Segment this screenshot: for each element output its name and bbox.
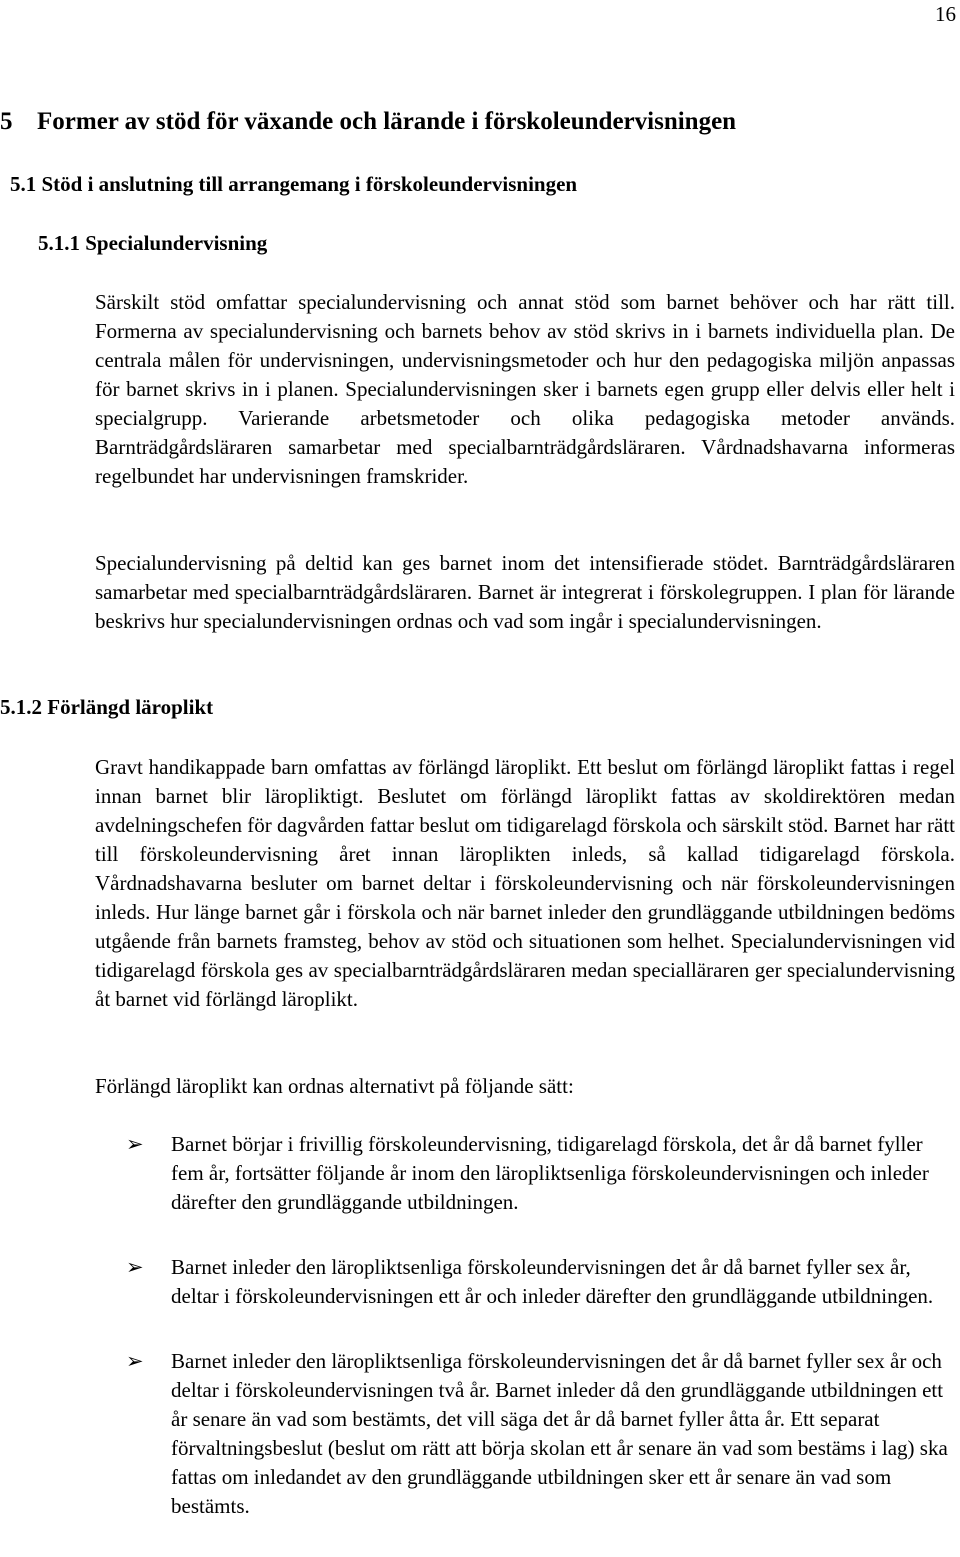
arrowhead-bullet-icon: ➢ [126,1349,144,1373]
list-item [0,1347,956,1521]
arrowhead-bullet-icon: ➢ [126,1132,144,1156]
arrowhead-bullet-icon: ➢ [126,1255,144,1279]
page-number: 16 [935,2,956,26]
list-item-text: Barnet börjar i frivillig förskoleundervisning, tidigarelagd förskola, det år då barnet fyller fem år, fortsätter följande år inom den läropliktsenliga förskoleundervisningen och inleder därefter den grundläggande utbildningen. [171,1132,929,1214]
subsection-heading-forlangd-laroplikt: 5.1.2 Förlängd läroplikt [0,695,214,719]
bullet-list [0,1130,960,1557]
chapter-title: Former av stöd för växande och lärande i förskoleundervisningen [37,108,737,135]
list-item [0,1253,956,1311]
list-item [0,1130,956,1217]
chapter-number: 5 [0,108,13,135]
paragraph: Särskilt stöd omfattar specialundervisning och annat stöd som barnet behöver och har rätt till. Formerna av specialundervisning och barnets behov av stöd skrivs in i barnets individuella plan. De centrala målen för undervisningen, undervisningsmetoder och hur den pedagogiska miljön anpassas för barnet skrivs in i planen. Specialundervisningen sker i barnets egen grupp eller delvis eller helt i specialgrupp. Varierande arbetsmetoder och olika pedagogiska metoder används. Barnträdgårdsläraren samarbetar med specialbarnträdgårdsläraren. Vårdnadshavarna informeras regelbundet har undervisningen framskrider. [95,290,955,488]
chapter-heading [0,108,736,136]
list-item-text: Barnet inleder den läropliktsenliga förskoleundervisningen det år då barnet fyller sex år, deltar i förskoleundervisningen ett år och inleder därefter den grundläggande utbildningen. [171,1255,934,1308]
list-item-text: Barnet inleder den läropliktsenliga förskoleundervisningen det år då barnet fyller sex år och deltar i förskoleundervisningen två år. Barnet inleder då den grundläggande utbildningen ett år senare än vad som bestämts, det vill säga det år då barnet fyller åtta år. Ett separat förvaltningsbeslut (beslut om rätt att börja skolan ett år senare än vad som bestäms i lag) ska fattas om inledandet av den grundläggande utbildningen sker ett år senare än vad som bestämts. [171,1349,948,1518]
paragraph: Förlängd läroplikt kan ordnas alternativt på följande sätt: [95,1074,574,1098]
section-heading: 5.1 Stöd i anslutning till arrangemang i förskoleundervisningen [10,172,578,196]
paragraph: Specialundervisning på deltid kan ges barnet inom det intensifierade stödet. Barnträdgårdsläraren samarbetar med specialbarnträdgårdsläraren. Barnet är integrerat i förskolegruppen. I plan för lärande beskrivs hur specialundervisningen ordnas och vad som ingår i specialundervisningen. [95,551,955,633]
paragraph: Gravt handikappade barn omfattas av förlängd läroplikt. Ett beslut om förlängd läroplikt fattas i regel innan barnet blir läropliktigt. Beslutet om förlängd läroplikt fattas av skoldirektören medan avdelningschefen för dagvården fattar beslut om tidigarelagd förskola och särskilt stöd. Barnet har rätt till förskoleundervisning året innan läroplikten inleds, så kallad tidigarelagd förskola. Vårdnadshavarna besluter om barnet deltar i förskoleundervisning och när förskoleundervisningen inleds. Hur länge barnet går i förskola och när barnet inleder den grundläggande utbildningen bedöms utgående från barnets framsteg, behov av stöd och situationen som helhet. Specialundervisningen vid tidigarelagd förskola ges av specialbarnträdgårdsläraren medan specialläraren ger specialundervisning åt barnet vid förlängd läroplikt. [95,755,955,1011]
subsection-heading-specialundervisning: 5.1.1 Specialundervisning [38,231,268,255]
